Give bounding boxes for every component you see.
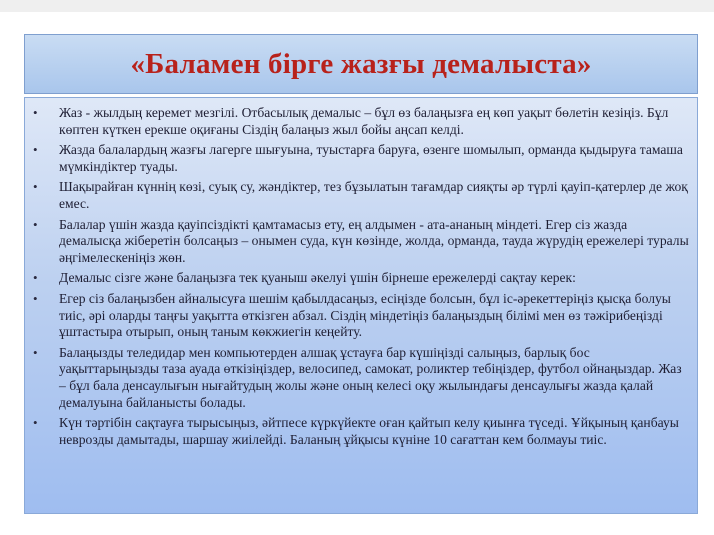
slide: [0, 12, 714, 535]
bullet-icon: •: [33, 415, 38, 431]
bullet-icon: •: [33, 270, 38, 286]
bullet-item: [33, 270, 689, 287]
bullet-text: Жазда балалардың жазғы лагерге шығуына, туыстарға баруға, өзенге шомылып, орманда қыдыруға тамаша мүмкіндіктер туады.: [59, 142, 683, 174]
bullet-item: [33, 105, 689, 138]
bullet-item: [33, 415, 689, 448]
bullet-text: Балаңызды теледидар мен компьютерден алшақ ұстауға бар күшіңізді салыңыз, барлық бос уақыттарыңызды таза ауада өткізіңіздер, велосипед, самокат, роликтер тебіңіздер, футбол ойнаңыздар. Жаз – бұл бала денсаулығын нығайтудың жолы және оның келесі оқу жылындағы денсаулығы жазда қалай демалуына байланысты болады.: [59, 344, 682, 410]
bullet-icon: •: [33, 344, 38, 360]
bullet-item: [33, 291, 689, 341]
bullet-text: Демалыс сізге және балаңызға тек қуаныш әкелуі үшін бірнеше ережелерді сақтау керек:: [59, 270, 576, 286]
bullet-item: [33, 142, 689, 175]
bullet-text: Егер сіз балаңызбен айналысуға шешім қабылдасаңыз, есіңізде болсын, бұл іс-әрекеттеріңіз қысқа болуы тиіс, әрі оларды таңғы уақытта өткізген абзал. Сіздің міндетіңіз балаңыздың білімі мен өз тәжірибеңізді ұштастыра отырып, оның таным көкжиегін кеңейту.: [59, 290, 671, 340]
title-box: [24, 34, 698, 94]
bullet-icon: •: [33, 290, 38, 306]
bullet-icon: •: [33, 142, 38, 158]
bullet-text: Жаз - жылдың керемет мезгілі. Отбасылық демалыс – бұл өз балаңызға ең көп уақыт бөлетін кезіңіз. Бұл көптен күткен ерекше оқиғаны Сіздің балаңыз жыл бойы аңсап келді.: [59, 105, 669, 137]
bullet-item: [33, 345, 689, 411]
bullet-list: [33, 105, 689, 448]
content-box: [24, 97, 698, 514]
top-strip: [0, 0, 714, 12]
bullet-item: [33, 217, 689, 267]
bullet-icon: •: [33, 216, 38, 232]
bullet-text: Күн тәртібін сақтауға тырысыңыз, әйтпесе күркүйекте оған қайтып келу қиынға түседі. Ұйқының қанбауы неврозды дамытады, шаршау жиілейді. Баланың ұйқысы күніне 10 сағаттан кем болмауы тиіс.: [59, 415, 679, 447]
bullet-icon: •: [33, 105, 38, 120]
bullet-text: Шақырайған күннің көзі, суық су, жәндіктер, тез бұзылатын тағамдар сияқты әр түрлі қауіп-қатерлер де жоқ емес.: [59, 179, 688, 211]
bullet-icon: •: [33, 179, 38, 195]
bullet-item: [33, 179, 689, 212]
bullet-text: Балалар үшін жазда қауіпсіздікті қамтамасыз ету, ең алдымен - ата-ананың міндеті. Егер сіз жазда демалысқа жіберетін болсаңыз – онымен суда, күн көзінде, жолда, орманда, тауда жүрудің ережелері туралы әңгімелескеніңіз жөн.: [59, 216, 689, 265]
slide-title: «Баламен бірге жазғы демалыста»: [130, 47, 592, 80]
